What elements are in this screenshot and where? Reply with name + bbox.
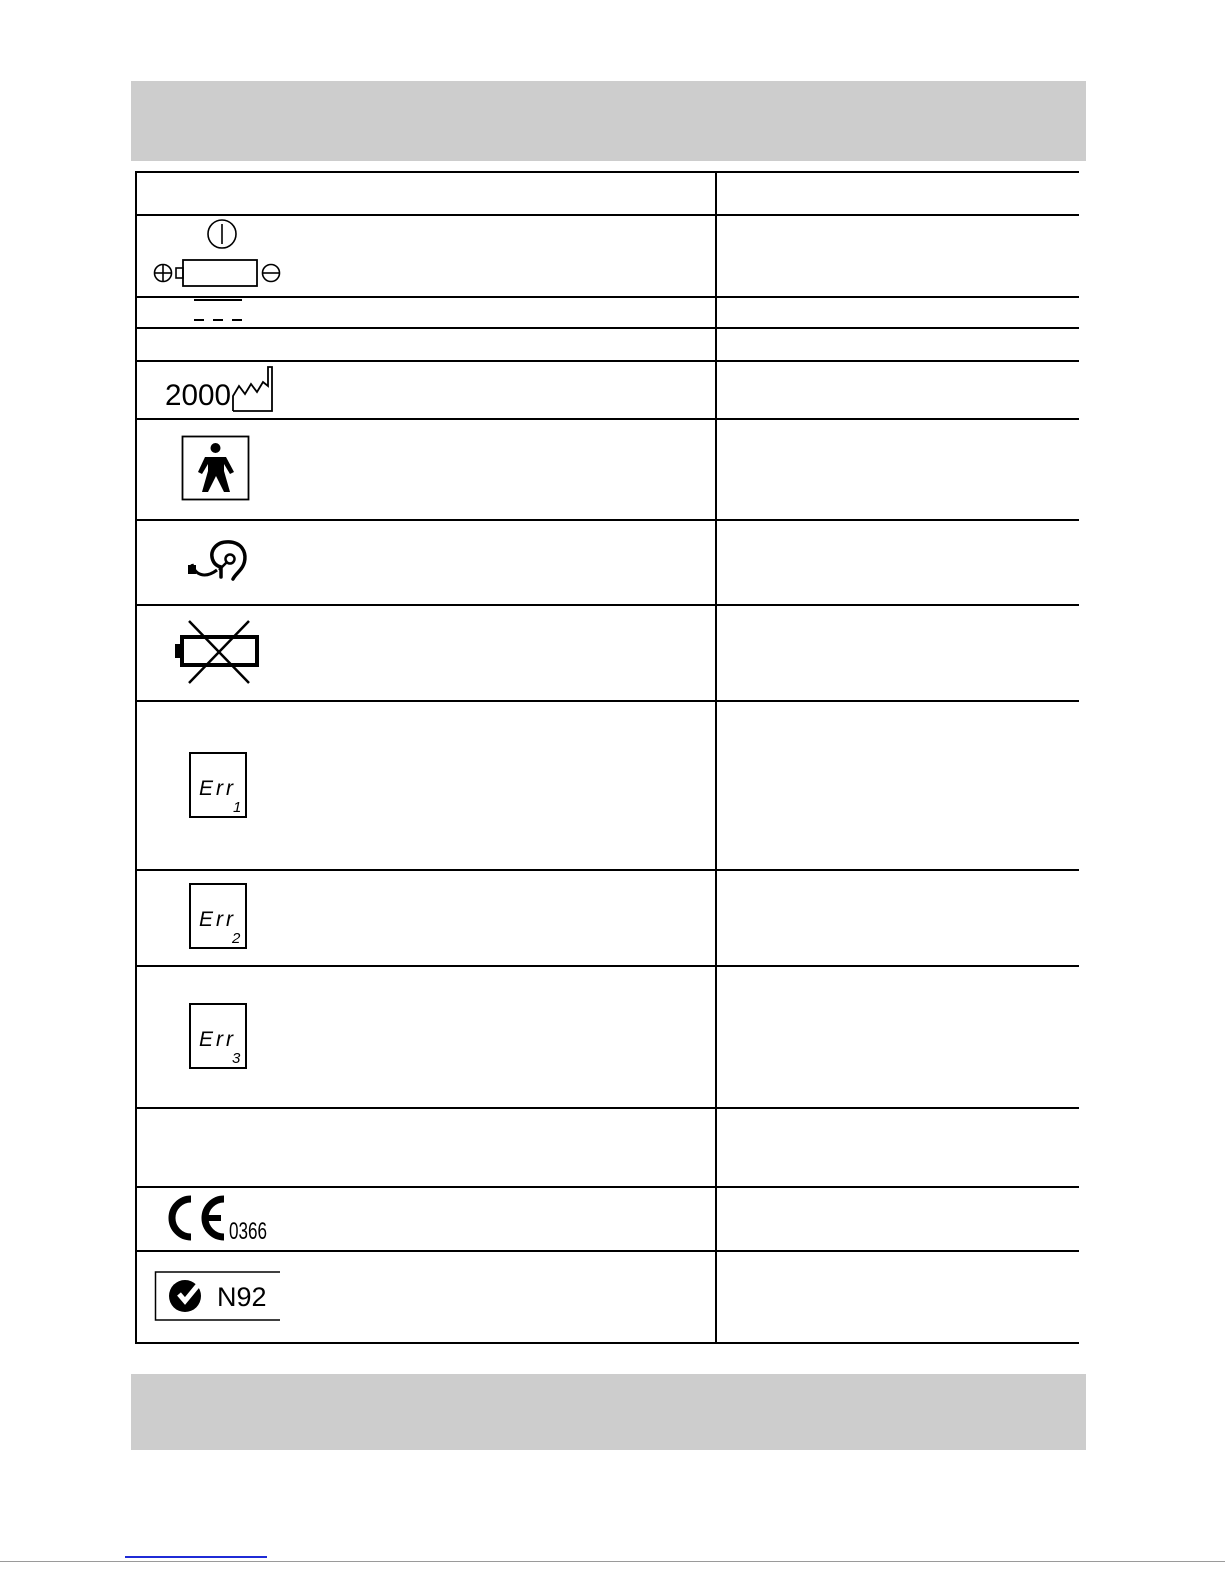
error-label: Err <box>199 908 236 931</box>
date-of-manufacture-year <box>165 374 233 412</box>
header-band <box>131 81 1086 161</box>
power-battery-icon <box>153 217 283 293</box>
oral-probe-icon <box>187 537 251 585</box>
table-rule <box>135 1186 1079 1188</box>
table-rule <box>135 965 1079 967</box>
error-label: Err <box>199 777 236 800</box>
error-code: 1 <box>233 799 242 816</box>
table-rule <box>135 360 1079 362</box>
factory-icon <box>231 364 275 414</box>
table-rule <box>135 214 1079 216</box>
battery-empty-icon <box>173 619 263 687</box>
error-code: 3 <box>232 1050 241 1067</box>
error-1-display <box>189 752 247 818</box>
footer-rule <box>0 1561 1225 1562</box>
c-tick-code: N92 <box>217 1282 267 1312</box>
error-label: Err <box>199 1028 236 1051</box>
body-figure-icon <box>181 435 251 501</box>
table-rule <box>135 327 1079 329</box>
table-rule <box>135 1107 1079 1109</box>
ce-notified-body: 0366 <box>229 1218 267 1245</box>
table-rule-vertical <box>135 171 137 1343</box>
ce-mark-icon <box>167 1195 271 1245</box>
table-rule <box>135 171 1079 173</box>
table-rule-vertical <box>715 171 717 1343</box>
table-rule <box>135 296 1079 298</box>
manufacture-year-text: 2000 <box>165 379 231 412</box>
error-3-display <box>189 1003 247 1069</box>
footer-band <box>131 1374 1086 1450</box>
error-2-display <box>189 883 247 949</box>
table-rule <box>135 700 1079 702</box>
footer-link-underline <box>125 1556 267 1558</box>
table-rule <box>135 519 1079 521</box>
table-rule <box>135 1342 1079 1344</box>
symbol-table <box>135 171 1079 1343</box>
direct-current-icon <box>191 297 245 325</box>
table-rule <box>135 418 1079 420</box>
error-code: 2 <box>232 930 241 947</box>
table-rule <box>135 1250 1079 1252</box>
c-tick-icon <box>154 1270 282 1322</box>
table-rule <box>135 869 1079 871</box>
table-rule <box>135 604 1079 606</box>
